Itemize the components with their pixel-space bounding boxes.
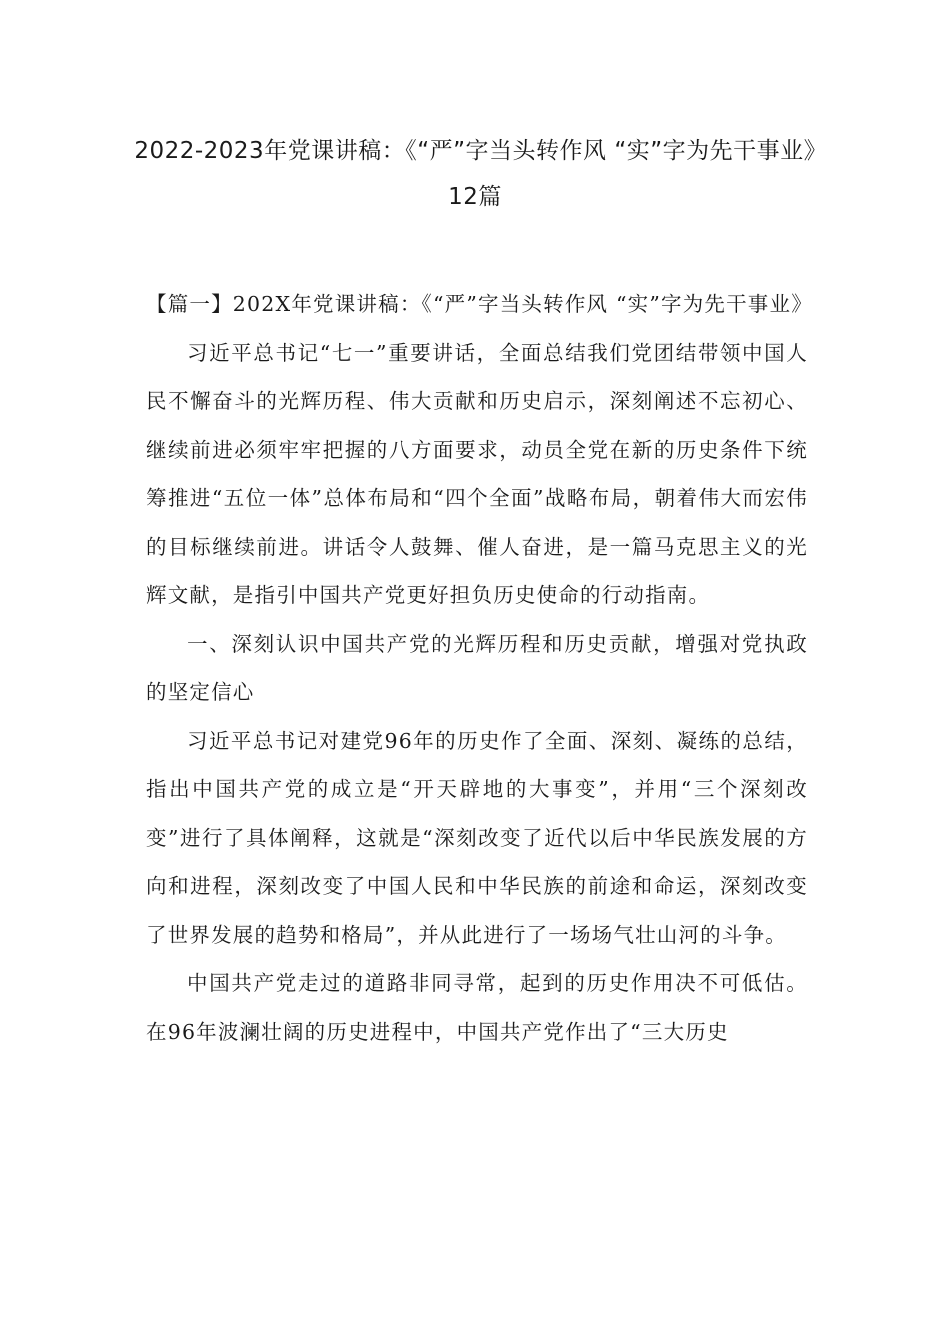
body-paragraph: 习近平总书记对建党96年的历史作了全面、深刻、凝练的总结，指出中国共产党的成立是“开天辟地的大事变”，并用“三个深刻改变”进行了具体阐释，这就是“深刻改变了近代以后中华民族发展的方向和进程，深刻改变了中国人民和中华民族的前途和命运，深刻改变了世界发展的趋势和格局”，并从此进行了一场场气壮山河的斗争。 — [146, 728, 808, 947]
section-heading-part-one: 【篇一】202X年党课讲稿：《“严”字当头转作风 “实”字为先干事业》 — [146, 292, 813, 316]
document-body — [146, 280, 813, 1056]
section-heading-one: 一、深刻认识中国共产党的光辉历程和历史贡献，增强对党执政的坚定信心 — [146, 631, 808, 704]
body-paragraph: 中国共产党走过的道路非同寻常，起到的历史作用决不可低估。在96年波澜壮阔的历史进程中，中国共产党作出了“三大历史 — [146, 971, 808, 1044]
document-title: 2022-2023年党课讲稿：《“严”字当头转作风 “实”字为先干事业》12篇 — [134, 138, 816, 210]
body-paragraph: 习近平总书记“七一”重要讲话，全面总结我们党团结带领中国人民不懈奋斗的光辉历程、伟大贡献和历史启示，深刻阐述不忘初心、继续前进必须牢牢把握的八方面要求，动员全党在新的历史条件下统筹推进“五位一体”总体布局和“四个全面”战略布局，朝着伟大而宏伟的目标继续前进。讲话令人鼓舞、催人奋进，是一篇马克思主义的光辉文献，是指引中国共产党更好担负历史使命的行动指南。 — [146, 340, 808, 607]
